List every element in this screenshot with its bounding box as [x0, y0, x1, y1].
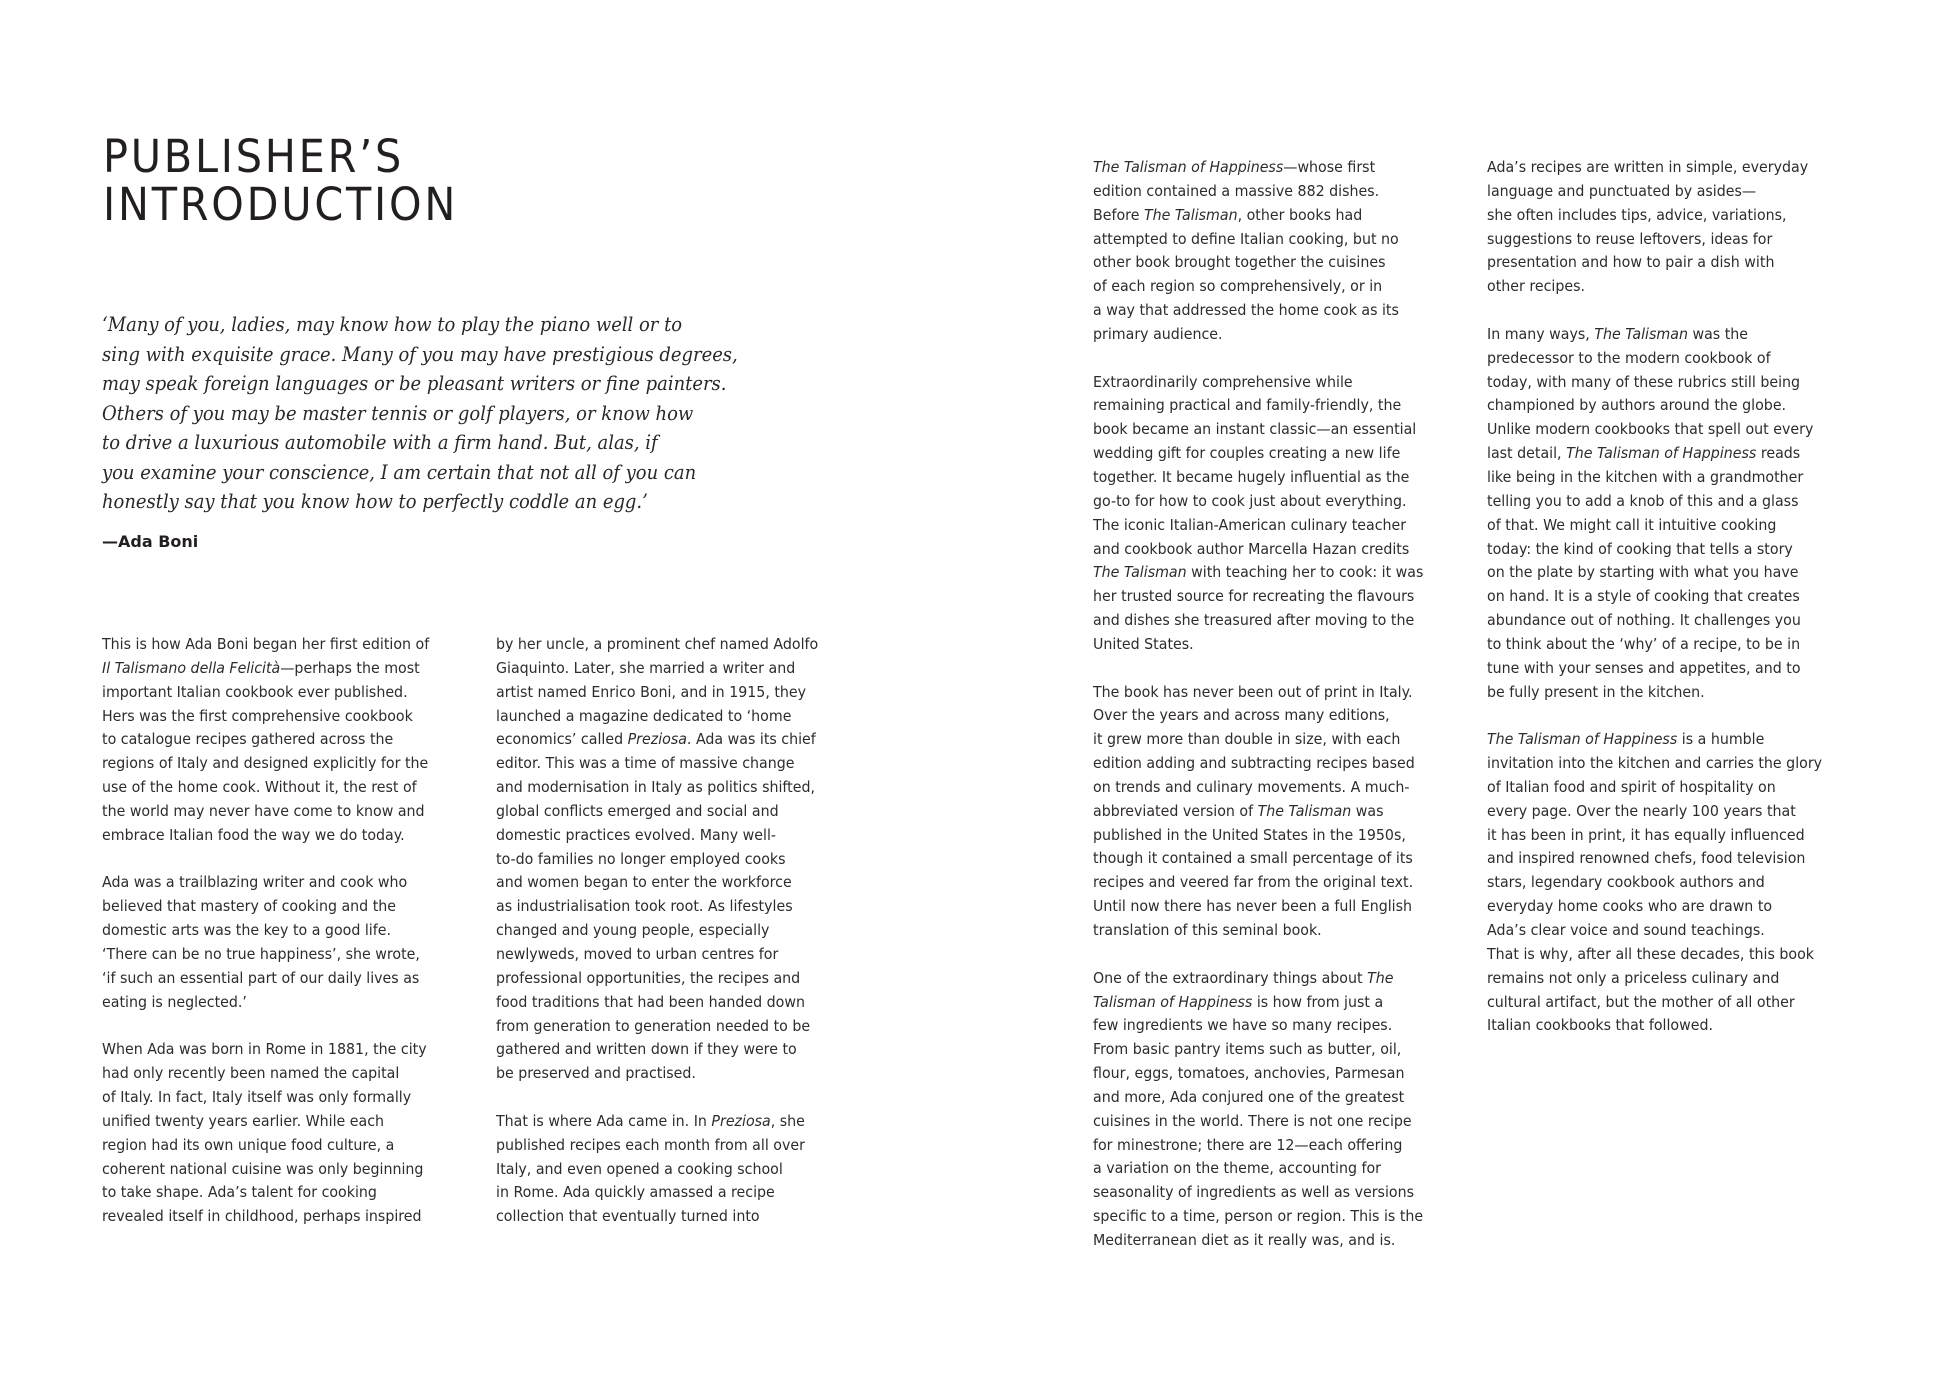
book-title-italic: The Talisman of Happiness	[1487, 730, 1678, 749]
text-line: attempted to define Italian cooking, but no	[1093, 229, 1399, 248]
book-title-italic: The Talisman	[1093, 563, 1187, 582]
text-fragment: abbreviated version of	[1093, 801, 1258, 820]
text-line: on hand. It is a style of cooking that creates	[1487, 587, 1800, 606]
text-line: Until now there has never been a full English	[1093, 897, 1413, 916]
text-line: This is how Ada Boni began her first edition of	[102, 635, 430, 653]
text-line	[1093, 156, 1423, 180]
book-title-italic: Il Talismano della Felicità	[102, 658, 281, 677]
text-line: for minestrone; there are 12—each offering	[1093, 1135, 1403, 1154]
text-line: important Italian cookbook ever published.	[102, 682, 408, 701]
text-line: recipes and veered far from the original text.	[1093, 873, 1414, 892]
paragraph	[1487, 323, 1822, 705]
text-line: Giaquinto. Later, she married a writer and	[496, 658, 796, 677]
text-line: Italy, and even opened a cooking school	[496, 1159, 783, 1178]
text-line: telling you to add a knob of this and a glass	[1487, 491, 1799, 510]
text-line: stars, legendary cookbook authors and	[1487, 873, 1765, 892]
text-line: unified twenty years earlier. While each	[102, 1111, 385, 1130]
text-line: seasonality of ingredients as well as versions	[1093, 1183, 1414, 1202]
text-fragment: reads	[1756, 444, 1801, 463]
text-line: it grew more than double in size, with each	[1093, 730, 1401, 749]
text-line: Italian cookbooks that followed.	[1487, 1016, 1713, 1035]
text-line: together. It became hugely influential as the	[1093, 467, 1410, 486]
text-line: other book brought together the cuisines	[1093, 253, 1386, 272]
text-line: go-to for how to cook just about everything.	[1093, 491, 1407, 510]
text-fragment: was	[1351, 801, 1384, 820]
paragraph	[496, 633, 818, 1086]
text-line	[496, 1110, 818, 1134]
text-line: use of the home cook. Without it, the rest of	[102, 778, 417, 797]
text-line: The iconic Italian-American culinary teacher	[1093, 515, 1407, 534]
text-line: remaining practical and family-friendly, the	[1093, 396, 1402, 415]
paragraph	[1093, 371, 1423, 657]
text-line	[1093, 991, 1423, 1015]
title-line: PUBLISHER’S	[103, 130, 405, 183]
text-line: domestic practices evolved. Many well-	[496, 825, 777, 844]
text-line: Ada was a trailblazing writer and cook who	[102, 873, 408, 892]
text-line: embrace Italian food the way we do today.	[102, 825, 405, 844]
text-line: primary audience.	[1093, 324, 1223, 343]
text-line: eating is neglected.’	[102, 992, 247, 1011]
text-line: to think about the ‘why’ of a recipe, to be in	[1487, 634, 1801, 653]
text-line: Extraordinarily comprehensive while	[1093, 372, 1353, 391]
text-line: had only recently been named the capital	[102, 1064, 400, 1083]
text-line: invitation into the kitchen and carries the glory	[1487, 754, 1823, 773]
text-fragment: last detail,	[1487, 444, 1567, 463]
quote-line: to drive a luxurious automobile with a firm hand. But, alas, if	[102, 431, 658, 454]
text-line: changed and young people, especially	[496, 921, 770, 940]
text-line	[496, 728, 818, 752]
text-line: Unlike modern cookbooks that spell out every	[1487, 420, 1814, 439]
text-line: translation of this seminal book.	[1093, 921, 1322, 939]
text-line: to take shape. Ada’s talent for cooking	[102, 1183, 377, 1202]
text-line: That is why, after all these decades, this book	[1487, 944, 1815, 963]
book-title-italic: The Talisman of Happiness	[1093, 158, 1284, 176]
text-line: When Ada was born in Rome in 1881, the city	[102, 1040, 427, 1059]
text-line: cultural artifact, but the mother of all other	[1487, 992, 1795, 1011]
book-title-italic: The Talisman	[1143, 205, 1238, 224]
text-line: it has been in print, it has equally influenced	[1487, 825, 1805, 844]
text-line: a way that addressed the home cook as its	[1093, 301, 1399, 320]
text-line: other recipes.	[1487, 277, 1586, 296]
text-line: edition adding and subtracting recipes based	[1093, 754, 1415, 773]
text-line: be fully present in the kitchen.	[1487, 682, 1705, 701]
text-fragment: —perhaps the most	[280, 658, 420, 677]
text-line: to-do families no longer employed cooks	[496, 849, 786, 868]
text-line: launched a magazine dedicated to ‘home	[496, 706, 792, 725]
paragraph	[102, 1038, 429, 1229]
text-line: every page. Over the nearly 100 years that	[1487, 801, 1796, 820]
epigraph-quote	[102, 310, 738, 517]
paragraph	[102, 871, 429, 1014]
text-line: From basic pantry items such as butter, oil,	[1093, 1040, 1402, 1059]
text-line: gathered and written down if they were to	[496, 1040, 797, 1059]
text-fragment: is how from just a	[1252, 992, 1384, 1011]
paragraph	[1093, 156, 1423, 347]
text-line: though it contained a small percentage of its	[1093, 849, 1413, 868]
text-line: Over the years and across many editions,	[1093, 706, 1390, 725]
quote-line: honestly say that you know how to perfectly coddle an egg.’	[102, 490, 648, 513]
text-line: revealed itself in childhood, perhaps inspired	[102, 1207, 422, 1226]
quote-line: ‘Many of you, ladies, may know how to play the piano well or to	[102, 313, 683, 336]
text-line: tune with your senses and appetites, and to	[1487, 658, 1801, 677]
book-title-italic: Talisman of Happiness	[1093, 992, 1253, 1011]
text-line: Hers was the first comprehensive cookbook	[102, 706, 413, 725]
text-line: on the plate by starting with what you have	[1487, 563, 1799, 582]
text-line: to catalogue recipes gathered across the	[102, 730, 394, 749]
book-title-italic: The Talisman	[1594, 324, 1688, 343]
text-line: and inspired renowned chefs, food television	[1487, 849, 1806, 868]
text-line: newlyweds, moved to urban centres for	[496, 944, 779, 963]
text-fragment: —whose first	[1283, 158, 1376, 176]
body-column-1	[102, 633, 429, 1229]
text-line: on trends and culinary movements. A much-	[1093, 777, 1410, 796]
right-page	[973, 0, 1946, 1398]
text-line: edition contained a massive 882 dishes.	[1093, 181, 1380, 200]
text-fragment: In many ways,	[1487, 324, 1595, 343]
body-column-3	[1093, 156, 1423, 1253]
text-line: region had its own unique food culture, a	[102, 1135, 395, 1154]
text-line: artist named Enrico Boni, and in 1915, they	[496, 682, 807, 701]
text-line: wedding gift for couples creating a new life	[1093, 444, 1401, 463]
text-line: today: the kind of cooking that tells a story	[1487, 539, 1793, 558]
text-line: of that. We might call it intuitive cooking	[1487, 515, 1777, 534]
text-line: a variation on the theme, accounting for	[1093, 1159, 1382, 1178]
text-line: food traditions that had been handed down	[496, 992, 805, 1011]
text-line	[1487, 323, 1822, 347]
text-fragment: . Ada was its chief	[686, 730, 816, 749]
text-line: collection that eventually turned into	[496, 1207, 760, 1226]
text-line: her trusted source for recreating the flavours	[1093, 587, 1415, 606]
text-line	[1487, 442, 1822, 466]
text-line: editor. This was a time of massive change	[496, 754, 795, 773]
text-line: domestic arts was the key to a good life.	[102, 921, 391, 940]
text-line: of Italy. In fact, Italy itself was only formally	[102, 1088, 412, 1107]
text-line: and women began to enter the workforce	[496, 873, 792, 892]
quote-line: sing with exquisite grace. Many of you may have prestigious degrees,	[102, 342, 738, 366]
text-line: few ingredients we have so many recipes.	[1093, 1016, 1393, 1035]
text-line: ‘if such an essential part of our daily lives as	[102, 968, 420, 987]
paragraph	[1093, 681, 1423, 943]
quote-line: Others of you may be master tennis or golf players, or know how	[102, 401, 694, 425]
text-fragment: is a humble	[1677, 730, 1765, 749]
text-line	[1487, 728, 1822, 752]
text-line: published in the United States in the 1950s,	[1093, 825, 1406, 844]
text-line: language and punctuated by asides—	[1487, 181, 1757, 200]
text-line: Ada’s recipes are written in simple, everyday	[1487, 158, 1809, 176]
text-line	[1093, 204, 1423, 228]
text-line: cuisines in the world. There is not one recipe	[1093, 1111, 1412, 1130]
text-line: today, with many of these rubrics still being	[1487, 372, 1801, 391]
text-line	[1093, 800, 1423, 824]
text-fragment: , she	[770, 1111, 805, 1130]
page-title	[103, 130, 459, 231]
text-line: global conflicts emerged and social and	[496, 801, 779, 820]
text-fragment: That is where Ada came in. In	[496, 1111, 712, 1130]
paragraph	[1487, 728, 1822, 1038]
text-line: of each region so comprehensively, or in	[1093, 277, 1383, 296]
text-fragment: was the	[1687, 324, 1749, 343]
text-line: remains not only a priceless culinary and	[1487, 968, 1780, 987]
text-line: and more, Ada conjured one of the greatest	[1093, 1087, 1405, 1106]
text-line	[1093, 561, 1423, 585]
magazine-title-italic: Preziosa	[711, 1111, 771, 1130]
text-line: presentation and how to pair a dish with	[1487, 253, 1775, 272]
text-line: predecessor to the modern cookbook of	[1487, 348, 1771, 367]
quote-line: may speak foreign languages or be pleasant writers or fine painters.	[102, 372, 727, 395]
text-line: published recipes each month from all over	[496, 1135, 805, 1154]
text-fragment: Before	[1093, 205, 1144, 224]
text-line: flour, eggs, tomatoes, anchovies, Parmesan	[1093, 1064, 1405, 1083]
text-line: book became an instant classic—an essential	[1093, 420, 1417, 439]
text-line: suggestions to reuse leftovers, ideas for	[1487, 229, 1773, 248]
text-line	[102, 657, 429, 681]
text-line: from generation to generation needed to be	[496, 1016, 811, 1035]
text-line: abundance out of nothing. It challenges you	[1487, 611, 1801, 630]
body-column-4	[1487, 156, 1822, 1038]
text-fragment: One of the extraordinary things about	[1093, 968, 1368, 987]
text-line: ‘There can be no true happiness’, she wrote,	[102, 944, 420, 963]
quote-line: you examine your conscience, I am certain that not all of you can	[102, 460, 697, 484]
text-line: regions of Italy and designed explicitly for the	[102, 754, 429, 773]
book-title-italic: The	[1367, 968, 1394, 987]
text-line: and dishes she treasured after moving to the	[1093, 611, 1415, 630]
text-line: and cookbook author Marcella Hazan credits	[1093, 539, 1410, 558]
text-line	[1093, 967, 1423, 991]
text-fragment: , other books had	[1237, 205, 1363, 224]
text-line: like being in the kitchen with a grandmother	[1487, 467, 1804, 486]
text-line: championed by authors around the globe.	[1487, 396, 1787, 415]
text-line: United States.	[1093, 634, 1194, 653]
title-line: INTRODUCTION	[103, 178, 459, 231]
text-line: believed that mastery of cooking and the	[102, 897, 397, 916]
magazine-title-italic: Preziosa	[627, 730, 687, 749]
paragraph	[496, 1110, 818, 1229]
text-line: specific to a time, person or region. This is the	[1093, 1207, 1424, 1226]
text-line: be preserved and practised.	[496, 1064, 696, 1083]
text-fragment: economics’ called	[496, 730, 628, 749]
text-line: Mediterranean diet as it really was, and is.	[1093, 1230, 1396, 1249]
text-line: professional opportunities, the recipes and	[496, 968, 801, 987]
text-line: The book has never been out of print in Italy.	[1093, 682, 1413, 701]
paragraph	[1487, 156, 1822, 299]
text-line: as industrialisation took root. As lifestyles	[496, 897, 793, 916]
book-title-italic: The Talisman	[1257, 801, 1352, 820]
text-line: coherent national cuisine was only beginning	[102, 1159, 424, 1178]
body-column-2	[496, 633, 818, 1229]
text-line: she often includes tips, advice, variations,	[1487, 205, 1787, 224]
text-line: of Italian food and spirit of hospitality on	[1487, 777, 1776, 796]
text-line: by her uncle, a prominent chef named Adolfo	[496, 635, 819, 653]
text-line: everyday home cooks who are drawn to	[1487, 897, 1773, 916]
paragraph	[102, 633, 429, 848]
quote-attribution: —Ada Boni	[102, 532, 199, 551]
text-line: in Rome. Ada quickly amassed a recipe	[496, 1183, 775, 1202]
text-fragment: with teaching her to cook: it was	[1186, 563, 1424, 582]
text-line: and modernisation in Italy as politics shifted,	[496, 778, 815, 797]
paragraph	[1093, 967, 1423, 1253]
text-line: the world may never have come to know and	[102, 801, 425, 820]
book-title-italic: The Talisman of Happiness	[1566, 444, 1757, 463]
text-line: Ada’s clear voice and sound teachings.	[1487, 921, 1765, 939]
